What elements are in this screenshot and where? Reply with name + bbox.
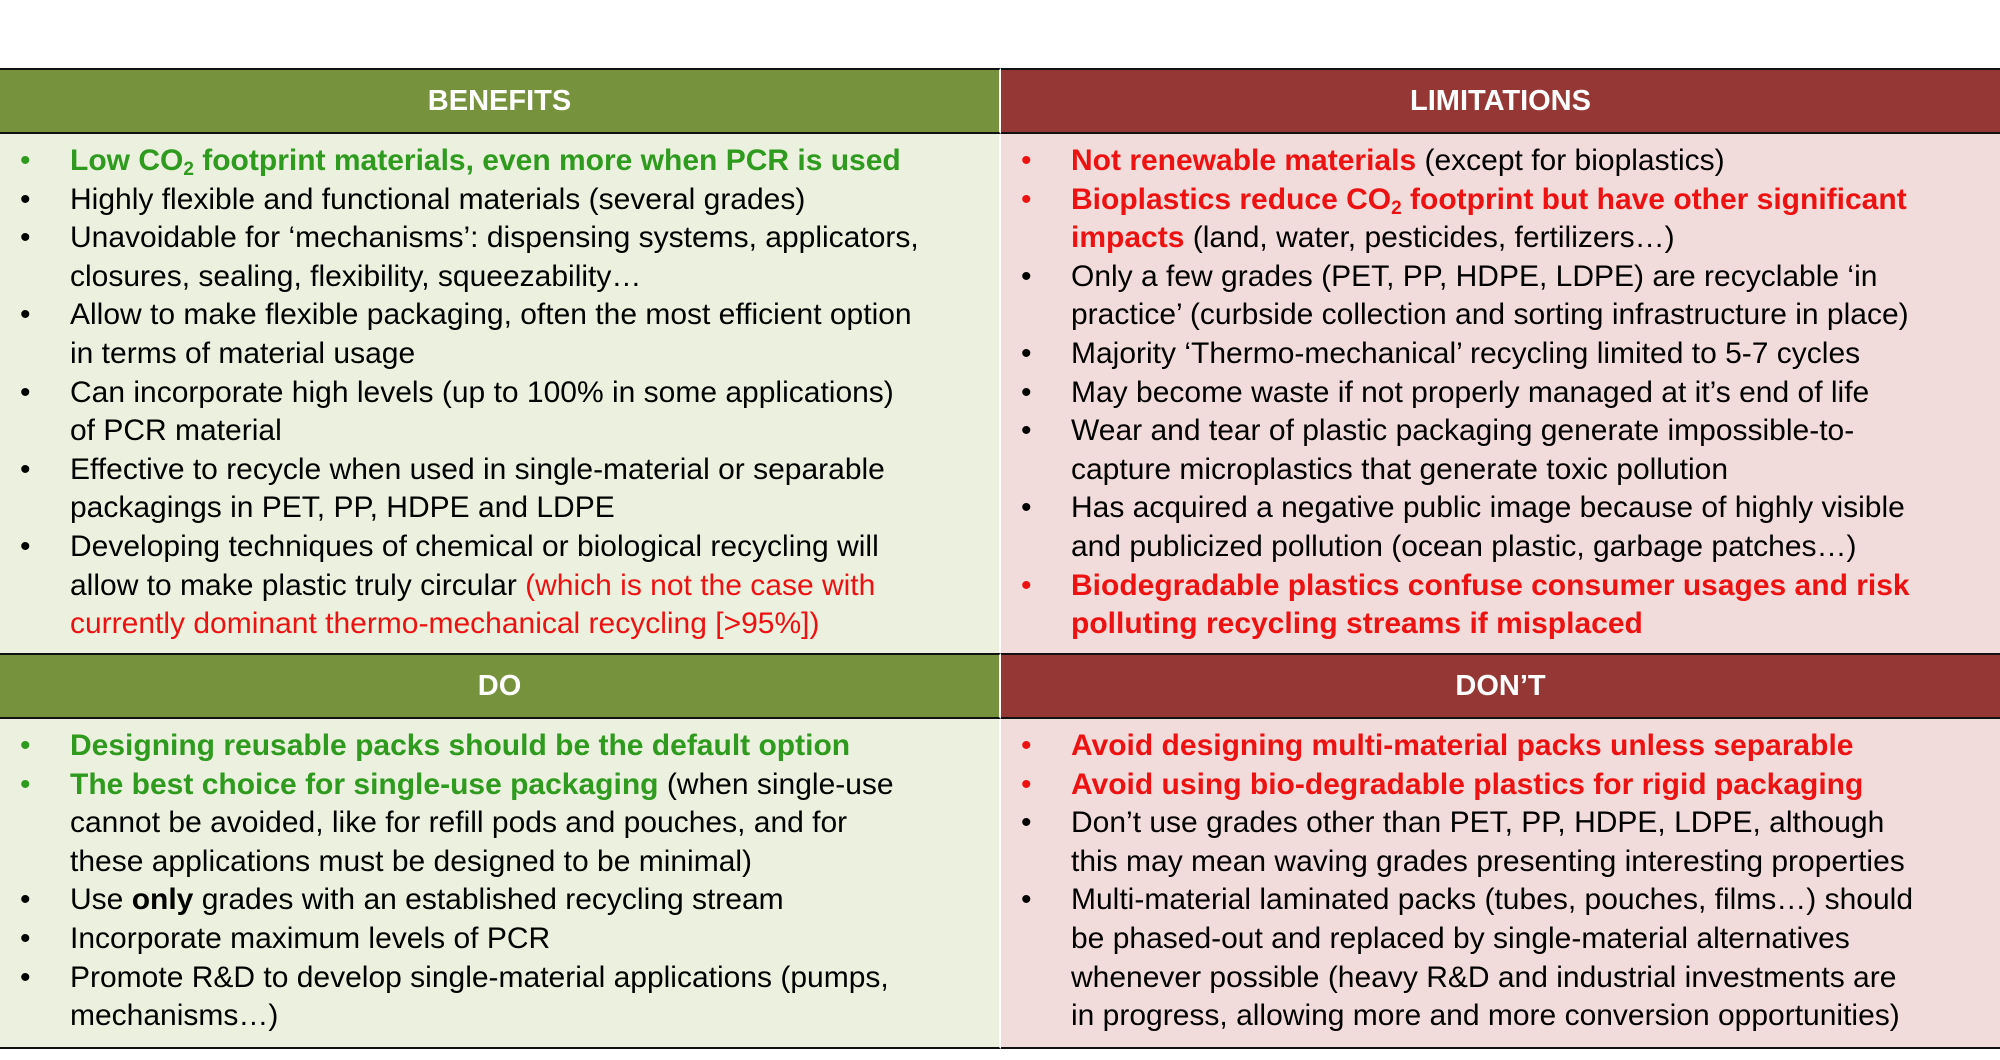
comparison-table	[0, 68, 2000, 1049]
list-item: • The best choice for single-use packaging (when single-use cannot be avoided, like for refill pods and pouches, and for these applications must be designed to be minimal)	[20, 766, 983, 882]
list-item: • Only a few grades (PET, PP, HDPE, LDPE) are recyclable ‘in practice’ (curbside collection and sorting infrastructure in place)	[1021, 258, 1984, 335]
list-item: • Allow to make flexible packaging, often the most efficient option in terms of material usage	[20, 296, 983, 373]
do-cell	[0, 719, 1001, 1049]
list-item: • Wear and tear of plastic packaging generate impossible-to- capture microplastics that generate toxic pollution	[1021, 412, 1984, 489]
benefits-cell	[0, 134, 1001, 653]
header-row-top	[0, 68, 2000, 134]
list-item: • Avoid designing multi-material packs unless separable	[1021, 727, 1984, 766]
list-item: • Biodegradable plastics confuse consumer usages and risk polluting recycling streams if misplaced	[1021, 567, 1984, 644]
limitations-list	[1021, 142, 1984, 644]
do-header: DO	[0, 653, 1001, 719]
list-item: • Effective to recycle when used in single-material or separable packagings in PET, PP, HDPE and LDPE	[20, 451, 983, 528]
list-item: • Bioplastics reduce $CO_2$ footprint but have other significant impacts (land, water, pesticides, fertilizers…)	[1021, 181, 1984, 258]
list-item: • May become waste if not properly managed at it’s end of life	[1021, 374, 1984, 413]
limitations-header: LIMITATIONS	[1001, 68, 2000, 134]
list-item: • Designing reusable packs should be the default option	[20, 727, 983, 766]
list-item: • Can incorporate high levels (up to 100% in some applications) of PCR material	[20, 374, 983, 451]
list-item: • Promote R&D to develop single-material applications (pumps, mechanisms…)	[20, 959, 983, 1036]
list-item: • Has acquired a negative public image because of highly visible and publicized pollution (ocean plastic, garbage patches…)	[1021, 489, 1984, 566]
header-row-bottom	[0, 653, 2000, 719]
list-item: • Unavoidable for ‘mechanisms’: dispensing systems, applicators, closures, sealing, flexibility, squeezability…	[20, 219, 983, 296]
list-item: • Not renewable materials (except for bioplastics)	[1021, 142, 1984, 181]
do-list	[20, 727, 983, 1036]
list-item: • Low $CO_2$ footprint materials, even more when PCR is used	[20, 142, 983, 181]
list-item: • Don’t use grades other than PET, PP, HDPE, LDPE, although this may mean waving grades presenting interesting properties	[1021, 804, 1984, 881]
content-row-top	[0, 134, 2000, 653]
list-item: • Developing techniques of chemical or biological recycling will allow to make plastic truly circular (which is not the case with currently dominant thermo-mechanical recycling [>95%])	[20, 528, 983, 644]
list-item: • Use only grades with an established recycling stream	[20, 881, 983, 920]
dont-list	[1021, 727, 1984, 1036]
benefits-header: BENEFITS	[0, 68, 1001, 134]
list-item: • Multi-material laminated packs (tubes, pouches, films…) should be phased-out and replaced by single-material alternatives whenever possible (heavy R&D and industrial investments are in progress, allowing more and more conversion opportunities)	[1021, 881, 1984, 1035]
content-row-bottom	[0, 719, 2000, 1049]
dont-cell	[1001, 719, 2000, 1049]
list-item: • Majority ‘Thermo-mechanical’ recycling limited to 5-7 cycles	[1021, 335, 1984, 374]
list-item: • Avoid using bio-degradable plastics for rigid packaging	[1021, 766, 1984, 805]
list-item: • Incorporate maximum levels of PCR	[20, 920, 983, 959]
benefits-list	[20, 142, 983, 644]
list-item: • Highly flexible and functional materials (several grades)	[20, 181, 983, 220]
limitations-cell	[1001, 134, 2000, 653]
dont-header: DON’T	[1001, 653, 2000, 719]
